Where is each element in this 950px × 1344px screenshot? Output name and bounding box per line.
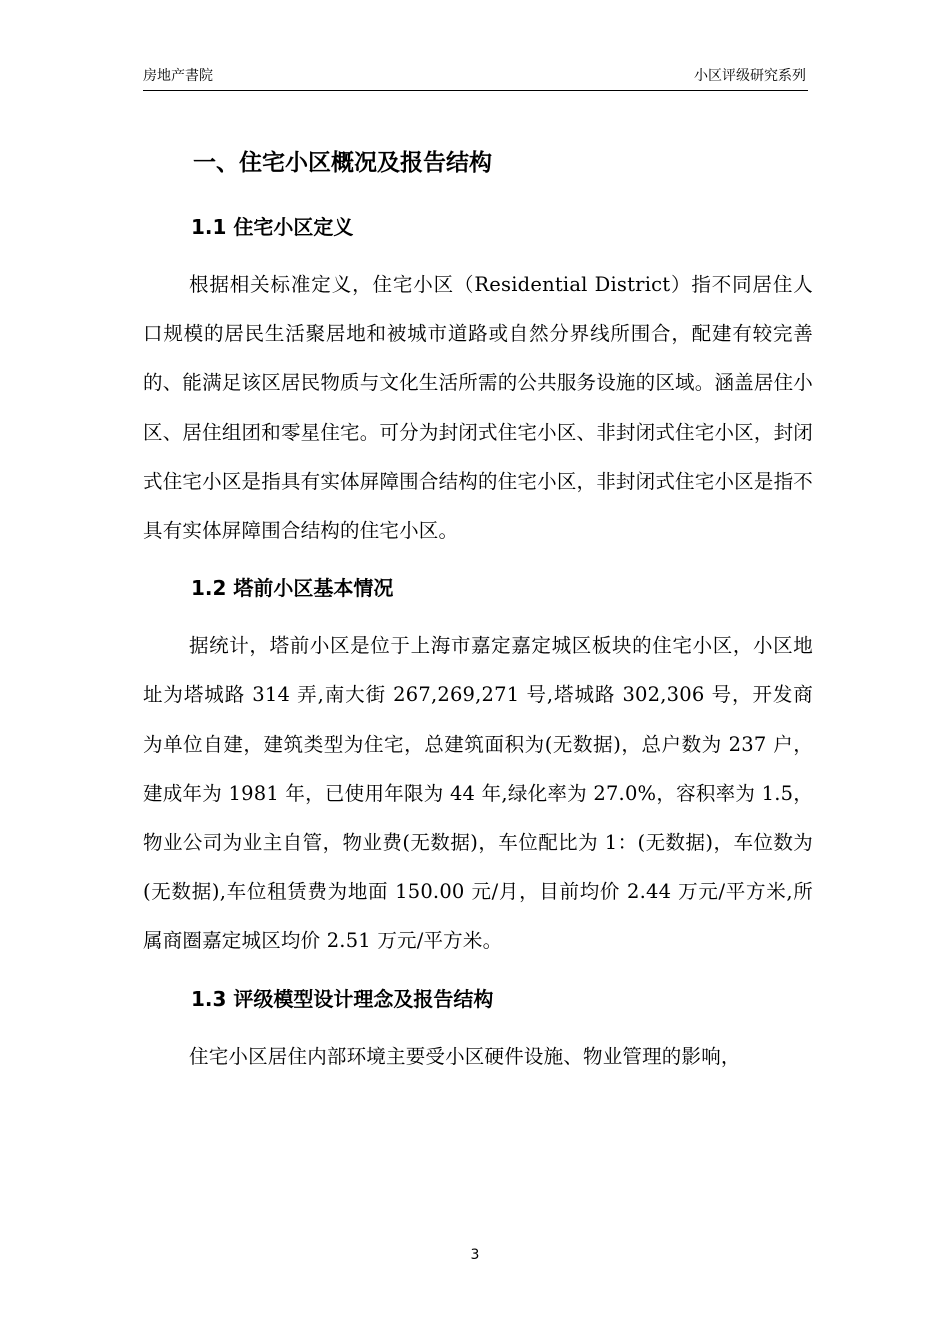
subsection-title-1-2: 1.2 塔前小区基本情况: [191, 576, 394, 601]
section-title: 一、住宅小区概况及报告结构: [193, 150, 492, 176]
document-body: [143, 132, 813, 1081]
subsection-title-1-3: 1.3 评级模型设计理念及报告结构: [191, 986, 494, 1011]
paragraph-basic-info: 据统计，塔前小区是位于上海市嘉定嘉定城区板块的住宅小区，小区地址为塔城路 314 弄,南大街 267,269,271 号,塔城路 302,306 号，开发商为单位自建，建筑类型为住宅，总建筑面积为(无数据)，总户数为 237 户，建成年为 1981 年，已使用年限为 44 年,绿化率为 27.0%，容积率为 1.5，物业公司为业主自管，物业费(无数据)，车位配比为 1：(无数据)，车位数为(无数据),车位租赁费为地面 150.00 元/月，目前均价 2.44 万元/平方米,所属商圈嘉定城区均价 2.51 万元/平方米。: [143, 634, 813, 953]
paragraph-definition: 根据相关标准定义，住宅小区（Residential District）指不同居住人口规模的居民生活聚居地和被城市道路或自然分界线所围合，配建有较完善的、能满足该区居民物质与文化生活所需的公共服务设施的区域。涵盖居住小区、居住组团和零星住宅。可分为封闭式住宅小区、非封闭式住宅小区，封闭式住宅小区是指具有实体屏障围合结构的住宅小区，非封闭式住宅小区是指不具有实体屏障围合结构的住宅小区。: [143, 273, 813, 543]
page-number: 3: [470, 1247, 480, 1263]
header-right-text: 小区评级研究系列: [694, 68, 806, 84]
header-left-text: 房地产書院: [143, 68, 213, 84]
header-divider: [143, 90, 808, 91]
paragraph-model-design: 住宅小区居住内部环境主要受小区硬件设施、物业管理的影响，: [189, 1044, 741, 1068]
subsection-title-1-1: 1.1 住宅小区定义: [191, 215, 354, 239]
